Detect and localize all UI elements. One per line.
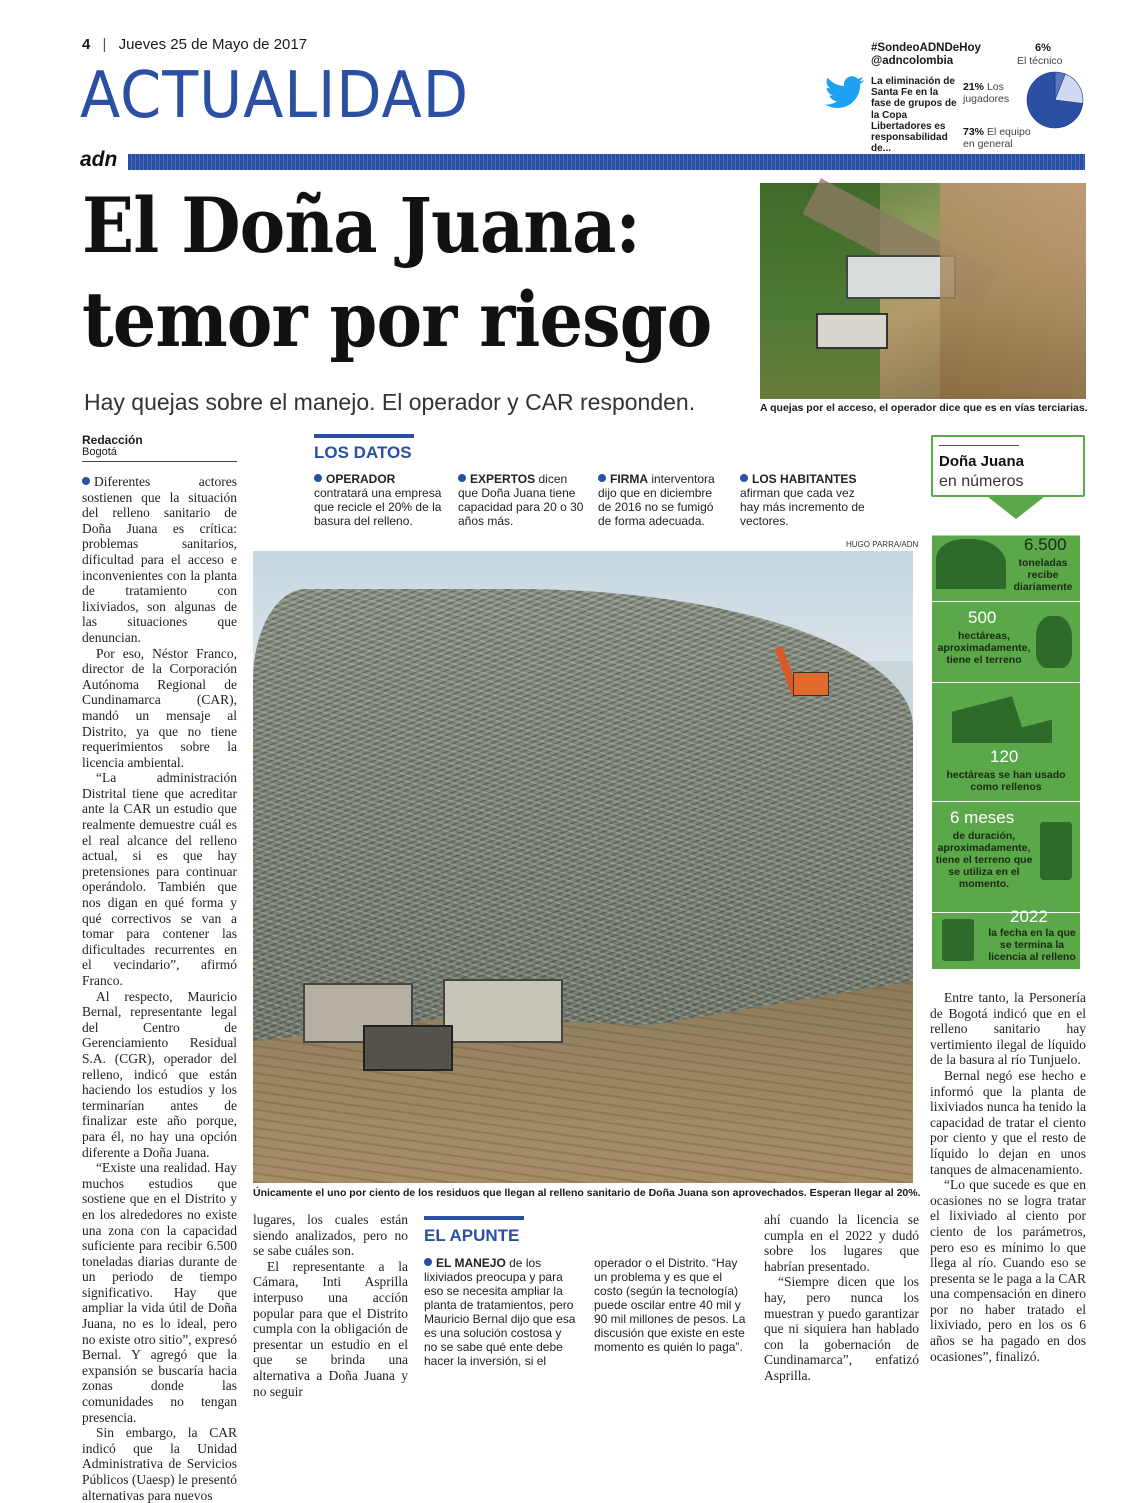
stat-6-meses-number: 6 meses [950,808,1015,827]
article-column-1 [82,474,237,1503]
el-apunte-text-1: EL MANEJO de los lixiviados preocupa y para eso se necesita ampliar la planta de tratamientos, pero Mauricio Bernal dijo que esa es una solución costosa y no se sabe qué ente debe hacer la inversión, si el [424,1256,576,1368]
brand-logo: adn [80,148,118,171]
headline-line-2: temor por riesgo [82,275,712,364]
top-photo-caption: A quejas por el acceso, el operador dice que es en vías terciarias. [760,402,1088,414]
bulldozer-main [363,1025,453,1071]
poll-question: La eliminación de Santa Fe en la fase de grupos de la Copa Libertadores es responsabilidad de... [871,76,957,155]
poll-hashtag: #SondeoADNDeHoy [871,42,981,54]
bulldozer-shape [816,313,888,349]
stat-6-meses-text: de duración, aproximadamente, tiene el terreno que se utiliza en el momento. [935,830,1033,890]
byline-author: Redacción [82,433,143,447]
infographic-title: Doña Juana [939,453,1025,470]
stat-6500 [932,525,1080,601]
stat-120-text: hectáreas se han usado como rellenos [946,769,1066,793]
infographic-title-rule [939,445,1019,446]
col2-paragraph-2: El representante a la Cámara, Inti Asprilla interpuso una acción popular para que el Distrito cumpla con la obligación de presentar un estudio en el que se brinda una alternativa a Doña Juana y no seguir [253,1258,408,1399]
page-number: 4 [82,36,91,53]
stat-6500-number: 6.500 [1024,535,1067,554]
stat-6500-text: toneladas recibe diariamente [1013,557,1073,593]
byline-city: Bogotá [82,446,117,458]
dump-truck-2 [443,979,563,1043]
stat-2022-number: 2022 [1010,907,1048,926]
col2-paragraph-1: lugares, los cuales están siendo analizados, pero no se sabe cuáles son. [253,1212,408,1259]
col1-paragraph-4: Al respecto, Mauricio Bernal, representante legal del Centro de Gerenciamiento Residual S.A. (CGR), operador del relleno, indicó que están haciendo los estudios y los terminarían antes de finalizar este año porque, para él, no hay una opción diferente a Doña Juana. [82,988,237,1160]
col1-paragraph-6: Sin embargo, la CAR indicó que la Unidad Administrativa de Servicios Públicos (Uaesp) le presentó alternativas para nuevos [82,1425,237,1503]
headline-line-1: El Doña Juana: [82,181,640,270]
col1-paragraph-2: Por eso, Néstor Franco, director de la Corporación Autónoma Regional de Cundinamarca (CAR), mandó un mensaje al Distrito, ya que no tiene requerimientos sobre la licencia ambiental. [82,645,237,770]
col1-paragraph-5: “Existe una realidad. Hay muchos estudios que sostiene que en el Distrito y en los alrededores no existe una zona con la capacidad suficiente para recibir 6.500 toneladas diarias durante de un periodo de tiempo significativo. Hay que ampliar la vida útil de Doña Juana, no es lo ideal, pero no existe otro sitio”, expresó Bernal. Y agregó que la expansión se buscaría hacia zonas donde las comunidades no tengan presencia. [82,1160,237,1425]
main-photo [253,551,913,1183]
col5-paragraph-1: Entre tanto, la Personería de Bogotá indicó que en el relleno sanitario hay vertimiento ilegal de líquido de la basura al río Tunjuelo. [930,990,1086,1068]
poll-option-2-label: Los jugadores [963,81,1010,105]
stat-6-meses [932,802,1080,912]
article-column-2 [253,1212,408,1399]
bullet-dot [740,474,748,482]
col4-paragraph-1: ahí cuando la licencia se cumpla en el 2022 y dudó sobre los lugares que habrían presentado. [764,1212,919,1274]
los-datos-title: LOS DATOS [314,443,412,462]
col4-paragraph-2: “Siempre dicen que los hay, pero nunca los muestran y puedo garantizar que ni siquiera han hablado con la gobernación de Cundinamarca”, enfatizó Asprilla. [764,1274,919,1383]
poll-handle: @adncolombia [871,55,954,67]
excavator-body [793,672,829,696]
los-datos-item-2: EXPERTOS dicen que Doña Juana tiene capacidad para 20 o 30 años más. [458,472,584,528]
poll-option-2 [963,81,1021,105]
excavator-shape [763,646,833,700]
photo-slope [940,183,1086,399]
bullet-dot [458,474,466,482]
los-datos-item-4: LOS HABITANTES afirman que cada vez hay más incremento de vectores. [740,472,865,528]
bullet-dot [424,1258,432,1266]
stat-120 [932,683,1080,801]
headline-subtitle: Hay quejas sobre el manejo. El operador y CAR responden. [84,389,696,415]
article-column-5 [930,990,1086,1364]
poll-pie-chart [1025,70,1085,130]
col5-paragraph-2: Bernal negó ese hecho e informó que la planta de lixiviados nunca ha tenido la capacidad de tratar el ciento por ciento y que el resto de líquido lo dejan en unos tanques de almacenamiento. [930,1067,1086,1177]
stat-120-number: 120 [990,747,1019,766]
bullet-dot [598,474,606,482]
landfill-icon [936,539,1006,589]
stat-500-text: hectáreas, aproximadamente, tiene el terreno [937,630,1031,666]
page-header [82,36,882,56]
section-bar [128,154,1085,170]
los-datos-item-1: OPERADOR contratará una empresa que recicle el 20% de la basura del relleno. [314,472,442,528]
top-photo [760,183,1086,399]
stat-500 [932,602,1080,682]
poll-option-3-label: El equipo en general [963,126,1031,150]
stat-2022 [932,907,1080,969]
infographic-arrow [988,497,1044,519]
infographic-subtitle: en números [939,473,1024,490]
poll-option-2-pct: 21% [963,81,985,93]
stat-500-number: 500 [968,608,997,627]
main-photo-credit: HUGO PARRA/ADN [846,540,919,549]
bullet-dot [82,477,90,485]
poll-option-3-pct: 73% [963,126,985,138]
poll-box [825,42,1087,154]
los-datos-item-3: FIRMA interventora dijo que en diciembre de 2016 no se fumigó de forma adecuada. [598,472,715,528]
poll-option-1-label: El técnico [1017,55,1063,67]
el-apunte-title: EL APUNTE [424,1226,520,1245]
el-apunte-text-2: operador o el Distrito. “Hay un problema y es que el costo (según la tecnología) puede oscilar entre 40 mil y 90 mil millones de pesos. La discusión que existe en este momento es quién lo paga”. [594,1256,746,1354]
section-title: ACTUALIDAD [80,59,469,133]
col5-paragraph-3: “Lo que sucede es que en ocasiones no se logra tratar el lixiviado al ciento por ciento de los parámetros, pero eso es mínimo lo que llega al río. Cuando eso se presenta se le paga a la CAR una compensación en dinero por no haber tratado el lixiviado, pero en los os 6 años se ha pagado en dos ocasiones”, finalizó. [930,1177,1086,1364]
poll-option-1-pct: 6% [1035,42,1051,54]
page-date: Jueves 25 de Mayo de 2017 [118,36,308,53]
col1-paragraph-3: “La administración Distrital tiene que acreditar ante la CAR un estudio que realmente demuestre cuál es el real alcance del relleno actual, si es que hay pretensiones para continuar operándolo. También que nos digan en qué forma y qué correctivos se van a tomar para contener las dificultades recurrentes en el vecindario”, afirmó Franco. [82,770,237,988]
stat-2022-text: la fecha en la que se termina la licencia al relleno [988,927,1076,963]
article-column-4 [764,1212,919,1384]
col1-paragraph-1: Diferentes actores sostienen que la situación del relleno sanitario de Doña Juana es crítica: problemas sanitarios, dificultad para el acceso e inconvenientes con la planta de tratamiento con lixiviados, son algunas de las situaciones que denuncian. [82,474,237,645]
el-apunte-rule [424,1216,524,1220]
bin-icon [942,919,974,961]
main-photo-caption: Únicamente el uno por ciento de los residuos que llegan al relleno sanitario de Doña Juana son aprovechados. Esperan llegar al 20%. [253,1187,921,1199]
infographic-header [931,435,1085,497]
bullet-dot [314,474,322,482]
header-divider: | [102,36,107,53]
twitter-bird-icon [825,76,865,110]
garbage-bag-icon [1036,616,1072,668]
los-datos-rule [314,434,414,438]
trash-can-icon [1040,822,1072,880]
dump-truck-icon [952,691,1052,743]
byline-rule [82,461,237,462]
